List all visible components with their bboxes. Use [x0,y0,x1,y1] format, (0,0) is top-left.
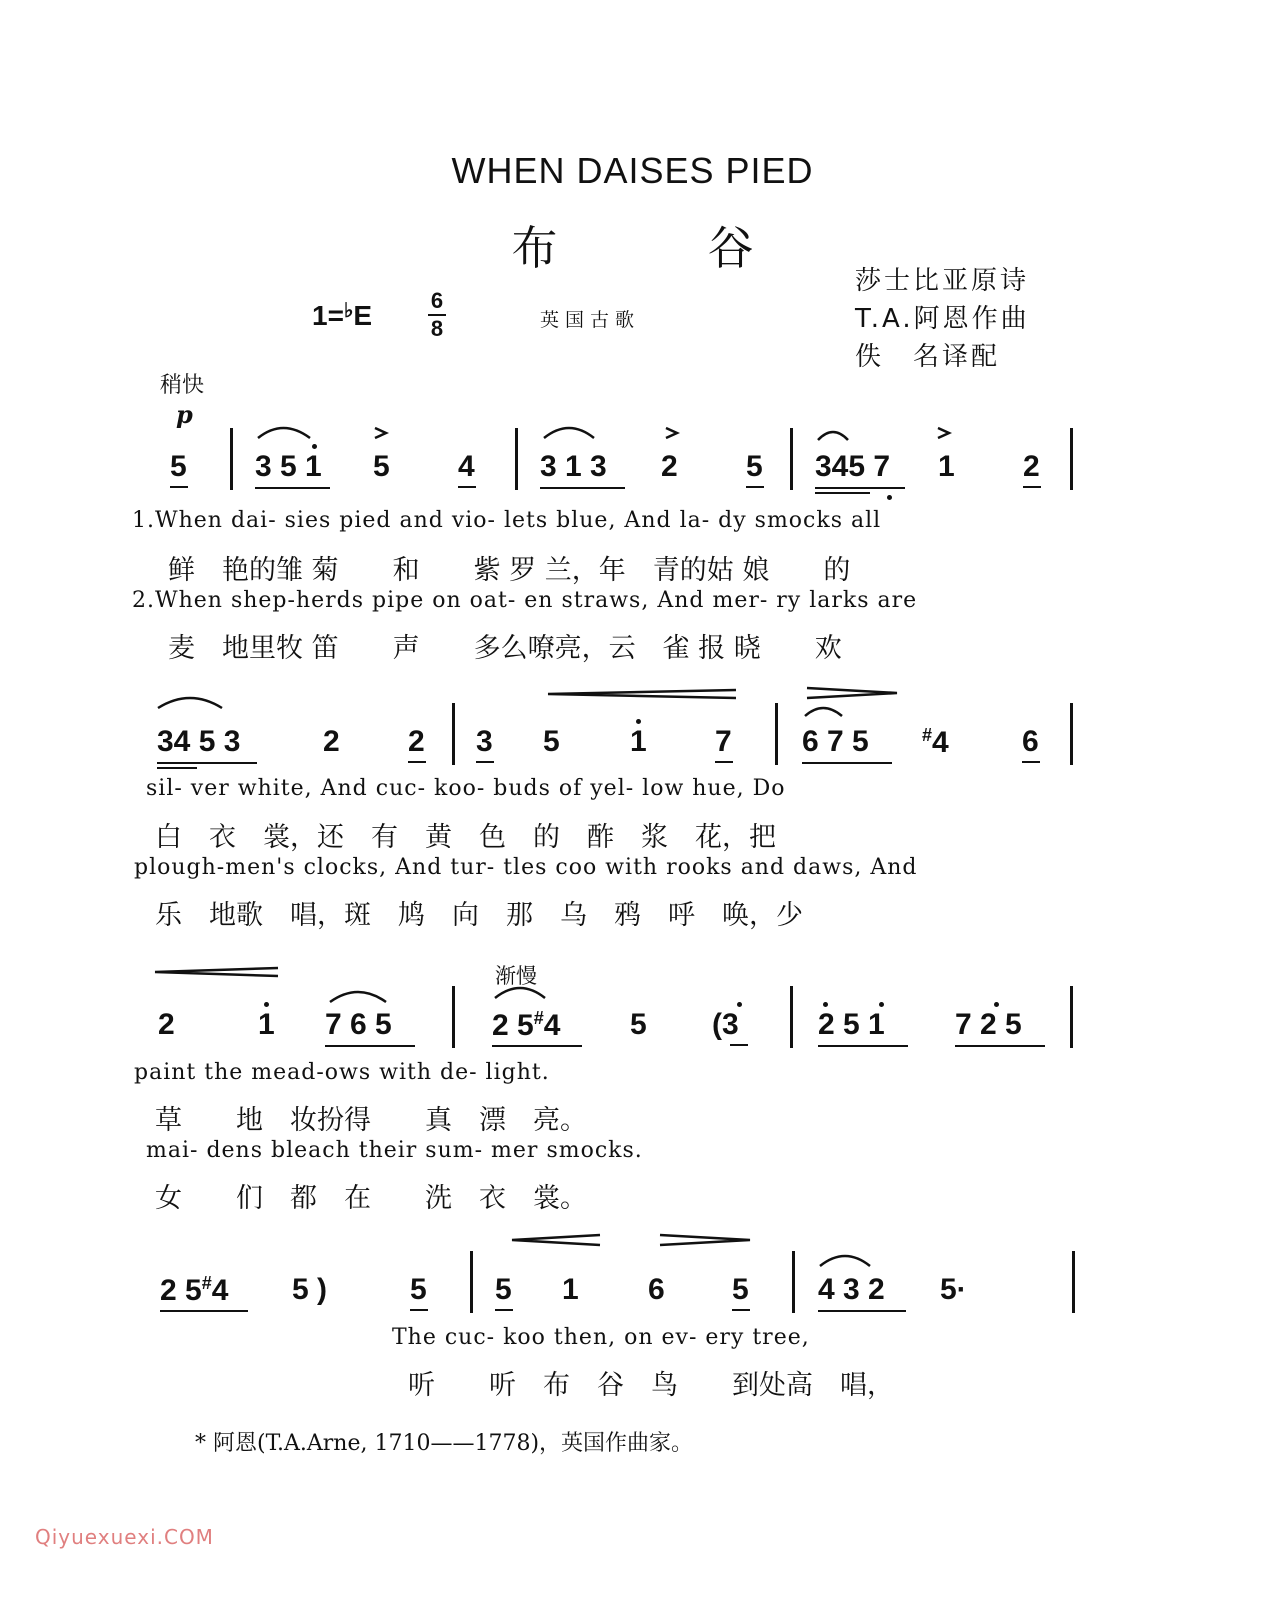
note: 4 [458,450,475,483]
note: 7 2 5 [955,1008,1022,1041]
title-english: WHEN DAISES PIED [451,150,814,191]
note: 5 [410,1273,427,1306]
lyric-line-2-verse-1-en: sil- ver white, And cuc- koo- buds of yel- low hue, Do [146,776,786,801]
slur [330,992,386,1002]
note: 1 [258,1008,275,1041]
note: (3 [712,1008,739,1041]
lyric-line-1-verse-2-zh: 麦 地里牧 笛 声 多么嘹亮，云 雀 报 晓 欢 [168,633,842,664]
slur [805,708,842,716]
lyric-line-3-verse-2-zh: 女 们 都 在 洗 衣 裳。 [155,1183,587,1214]
lyric-line-1-verse-2-en: 2.When shep-herds pipe on oat- en straws, And mer- ry larks are [132,588,918,613]
slur [258,428,310,438]
lyric-line-3-verse-1-en: paint the mead-ows with de- light. [134,1060,550,1085]
note: 2 5#4 [492,1008,561,1042]
note: 5 [746,450,763,483]
lyric-line-2-verse-2-zh: 乐 地歌 唱，斑 鸠 向 那 乌 鸦 呼 唤，少 [155,900,803,931]
lyric-line-3-verse-1-zh: 草 地 妆扮得 真 漂 亮。 [155,1105,587,1136]
accent [375,428,386,438]
slur [544,428,594,438]
note: 6 7 5 [802,725,869,758]
note: 2 [1023,450,1040,483]
note: 1 [630,725,647,758]
lyric-line-2-verse-1-zh: 白 衣 裳，还 有 黄 色 的 酢 浆 花，把 [155,822,776,853]
slur [818,432,848,440]
dynamic-marking: p [176,400,193,429]
accent [666,428,677,438]
note: 1 [938,450,955,483]
note: 5 [732,1273,749,1306]
lyric-line-1-verse-1-en: 1.When dai- sies pied and vio- lets blue, And la- dy smocks all [132,508,882,533]
lyric-line-3-verse-2-en: mai- dens bleach their sum- mer smocks. [146,1138,643,1163]
note: 2 5 1 [818,1008,885,1041]
accent [938,428,949,438]
credit-composer: T.A.阿恩作曲 [855,304,1030,334]
note: 2 [323,725,340,758]
slur [158,698,222,708]
key-letter: E [353,300,373,331]
lyric-line-1-verse-1-zh: 鲜 艳的雏 菊 和 紫 罗 兰，年 青的姑 娘 的 [168,555,851,586]
note: 5 [170,450,187,483]
decrescendo-hairpin [660,1235,750,1245]
slur [495,988,545,998]
note: 1 [562,1273,579,1306]
note: 34 5 3 [157,725,241,758]
tempo-marking: 稍快 [160,373,205,398]
watermark: Qiyuexuexi.COM [35,1525,214,1549]
note: 5 ) [292,1273,328,1306]
note: 3 5 1 [255,450,322,483]
lyric-line-2-verse-2-en: plough-men's clocks, And tur- tles coo with rooks and daws, And [134,855,918,880]
note: 5 [630,1008,647,1041]
credit-translator: 佚 名译配 [855,342,1001,372]
slur [820,1256,870,1266]
crescendo-hairpin [548,690,736,698]
note: 345 7 [815,450,891,483]
flat-sign: ♭ [343,300,354,322]
credit-poet: 莎士比亚原诗 [855,266,1030,296]
key-prefix: 1= [312,300,344,331]
lyric-line-4-en: The cuc- koo then, on ev- ery tree, [392,1325,810,1350]
footnote: * 阿恩(T.A.Arne, 1710——1778)，英国作曲家。 [195,1431,694,1456]
note: 3 [476,725,493,758]
note: 2 5#4 [160,1273,229,1307]
ritardando-marking: 渐慢 [495,964,537,988]
crescendo-hairpin [512,1235,600,1245]
note: 2 [661,450,678,483]
note: 3 1 3 [540,450,607,483]
note: 2 [408,725,425,758]
crescendo-hairpin [155,968,278,976]
note: 4 3 2 [818,1273,885,1306]
note: 2 [158,1008,175,1041]
note: 5 [543,725,560,758]
note: 6 [1022,725,1039,758]
note: 7 6 5 [325,1008,392,1041]
title-chinese: 布谷 [511,221,904,275]
meter-bottom: 8 [430,316,444,341]
meter-top: 6 [430,288,444,313]
note: 7 [715,725,732,758]
note: 6 [648,1273,665,1306]
note: 5· [940,1273,967,1306]
origin-label: 英国古歌 [540,309,641,331]
note: 5 [495,1273,512,1306]
note: 5 [373,450,390,483]
note: #4 [922,725,949,759]
lyric-line-4-zh: 听 听 布 谷 鸟 到处高 唱， [408,1370,894,1401]
decrescendo-hairpin [807,688,897,698]
